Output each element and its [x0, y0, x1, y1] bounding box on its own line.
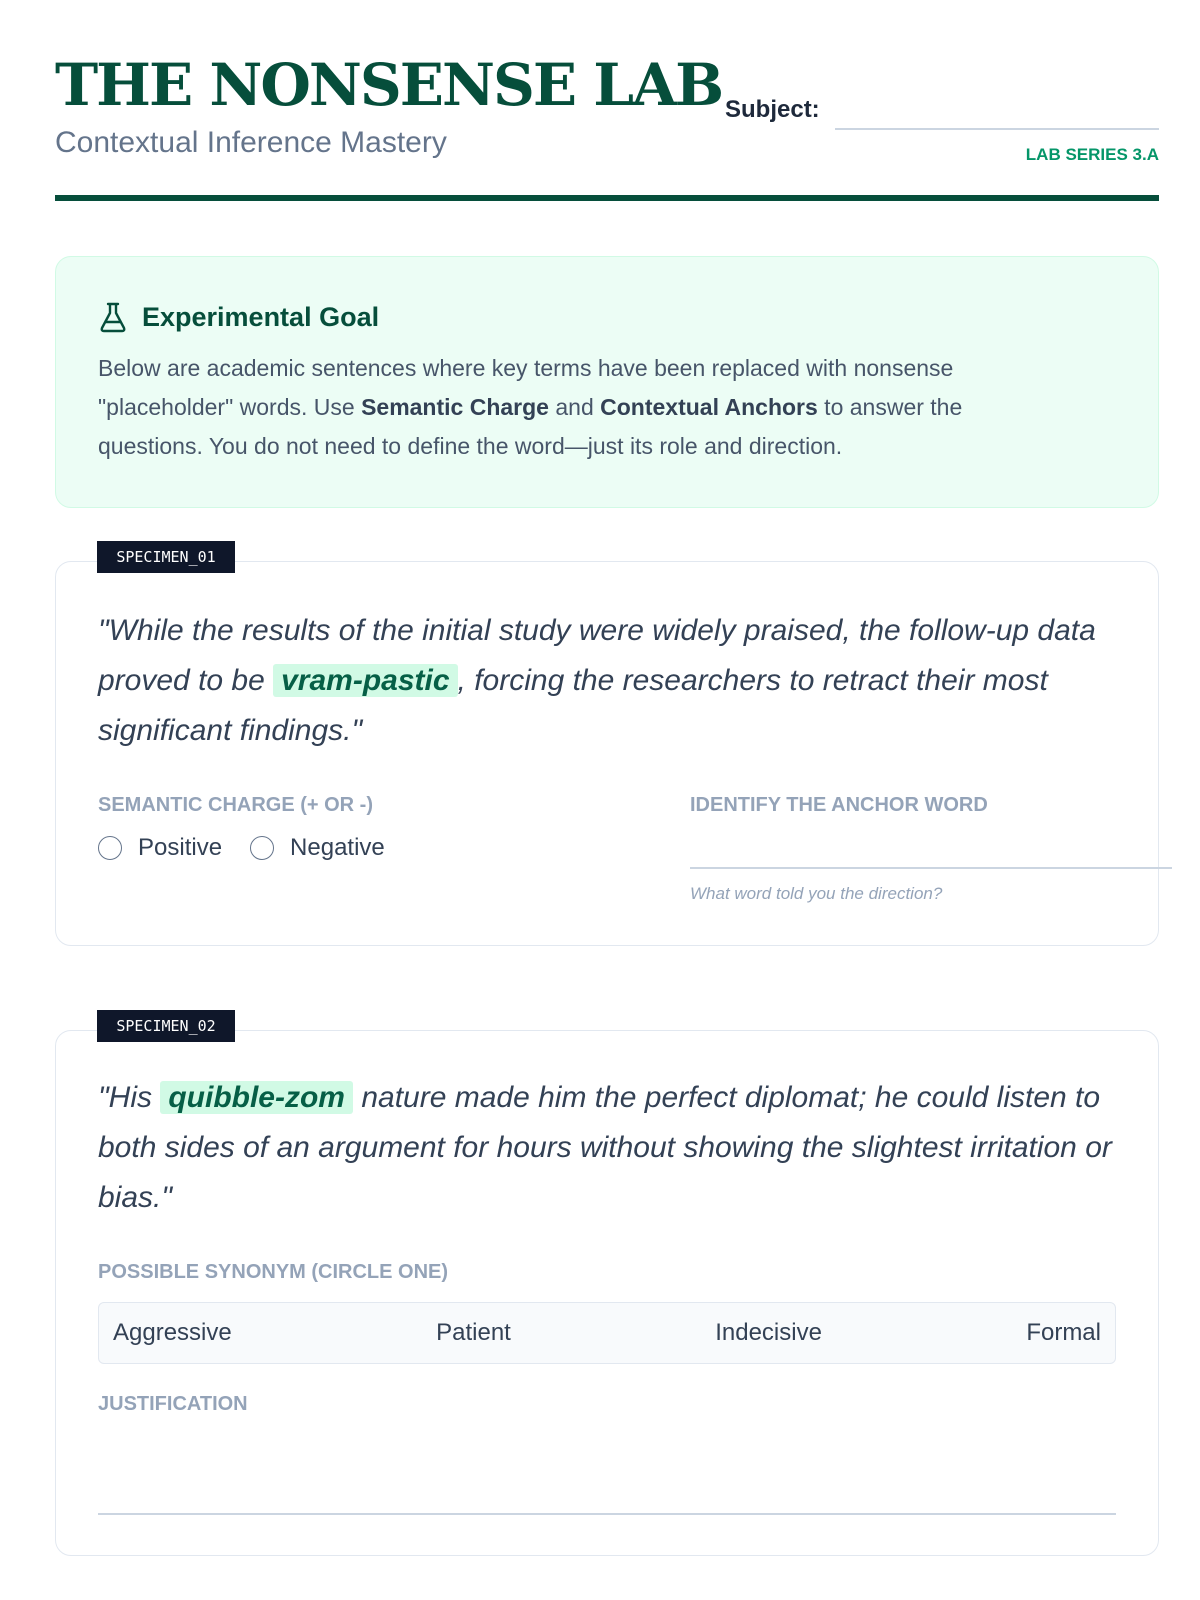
radio-positive[interactable]: Positive	[98, 834, 222, 862]
nonsense-word: vram-pastic	[273, 664, 457, 697]
nonsense-word: quibble-zom	[160, 1081, 353, 1114]
synonym-label: POSSIBLE SYNONYM (CIRCLE ONE)	[98, 1261, 449, 1283]
justification-field[interactable]	[98, 1513, 1116, 1515]
flask-icon	[98, 301, 128, 333]
synonym-option-aggressive[interactable]: Aggressive	[113, 1319, 232, 1346]
goal-title: Experimental Goal	[142, 301, 380, 332]
synonym-option-formal[interactable]: Formal	[1026, 1319, 1101, 1346]
specimen-quote: "While the results of the initial study were widely praised, the follow-up data proved to be vram-pastic , forcing the researchers to retract their most significant findings."	[98, 614, 1096, 747]
contextual-anchors-term: Contextual Anchors	[600, 394, 818, 420]
synonym-option-patient[interactable]: Patient	[436, 1319, 511, 1346]
subject-field[interactable]	[835, 128, 1159, 130]
specimen-quote: "His quibble-zom nature made him the perfect diplomat; he could listen to both sides of an argument for hours without showing the slightest irritation or bias."	[98, 1081, 1112, 1214]
semantic-charge-options	[98, 834, 413, 862]
page-title: THE NONSENSE LAB	[55, 51, 723, 119]
anchor-word-field[interactable]	[690, 867, 1172, 869]
page-subtitle: Contextual Inference Mastery	[55, 126, 447, 159]
radio-button-icon[interactable]	[250, 836, 274, 860]
semantic-charge-label: SEMANTIC CHARGE (+ OR -)	[98, 794, 373, 816]
goal-box	[55, 256, 1159, 508]
goal-header	[98, 297, 1118, 337]
series-label: LAB SERIES 3.A	[1025, 145, 1159, 164]
worksheet-page	[55, 0, 1159, 1415]
radio-negative[interactable]: Negative	[250, 834, 385, 862]
synonym-option-indecisive[interactable]: Indecisive	[715, 1319, 822, 1346]
anchor-word-hint: What word told you the direction?	[690, 884, 943, 903]
radio-button-icon[interactable]	[98, 836, 122, 860]
specimen-tag: SPECIMEN_01	[97, 541, 235, 573]
subject-label: Subject:	[725, 96, 820, 123]
synonym-options	[98, 1302, 1116, 1364]
header-divider	[55, 195, 1159, 201]
justification-label: JUSTIFICATION	[98, 1393, 248, 1415]
header	[55, 0, 1159, 200]
goal-description: Below are academic sentences where key terms have been replaced with nonsense "placeholder" words. Use Semantic Charge and Contextual Anchors to answer the questions. You do not need to define the word—just its role and direction.	[98, 355, 963, 459]
specimen-card-2	[55, 1030, 1159, 1556]
specimen-card-1	[55, 561, 1159, 946]
anchor-word-label: IDENTIFY THE ANCHOR WORD	[690, 794, 988, 816]
specimen-tag: SPECIMEN_02	[97, 1010, 235, 1042]
semantic-charge-term: Semantic Charge	[361, 394, 549, 420]
